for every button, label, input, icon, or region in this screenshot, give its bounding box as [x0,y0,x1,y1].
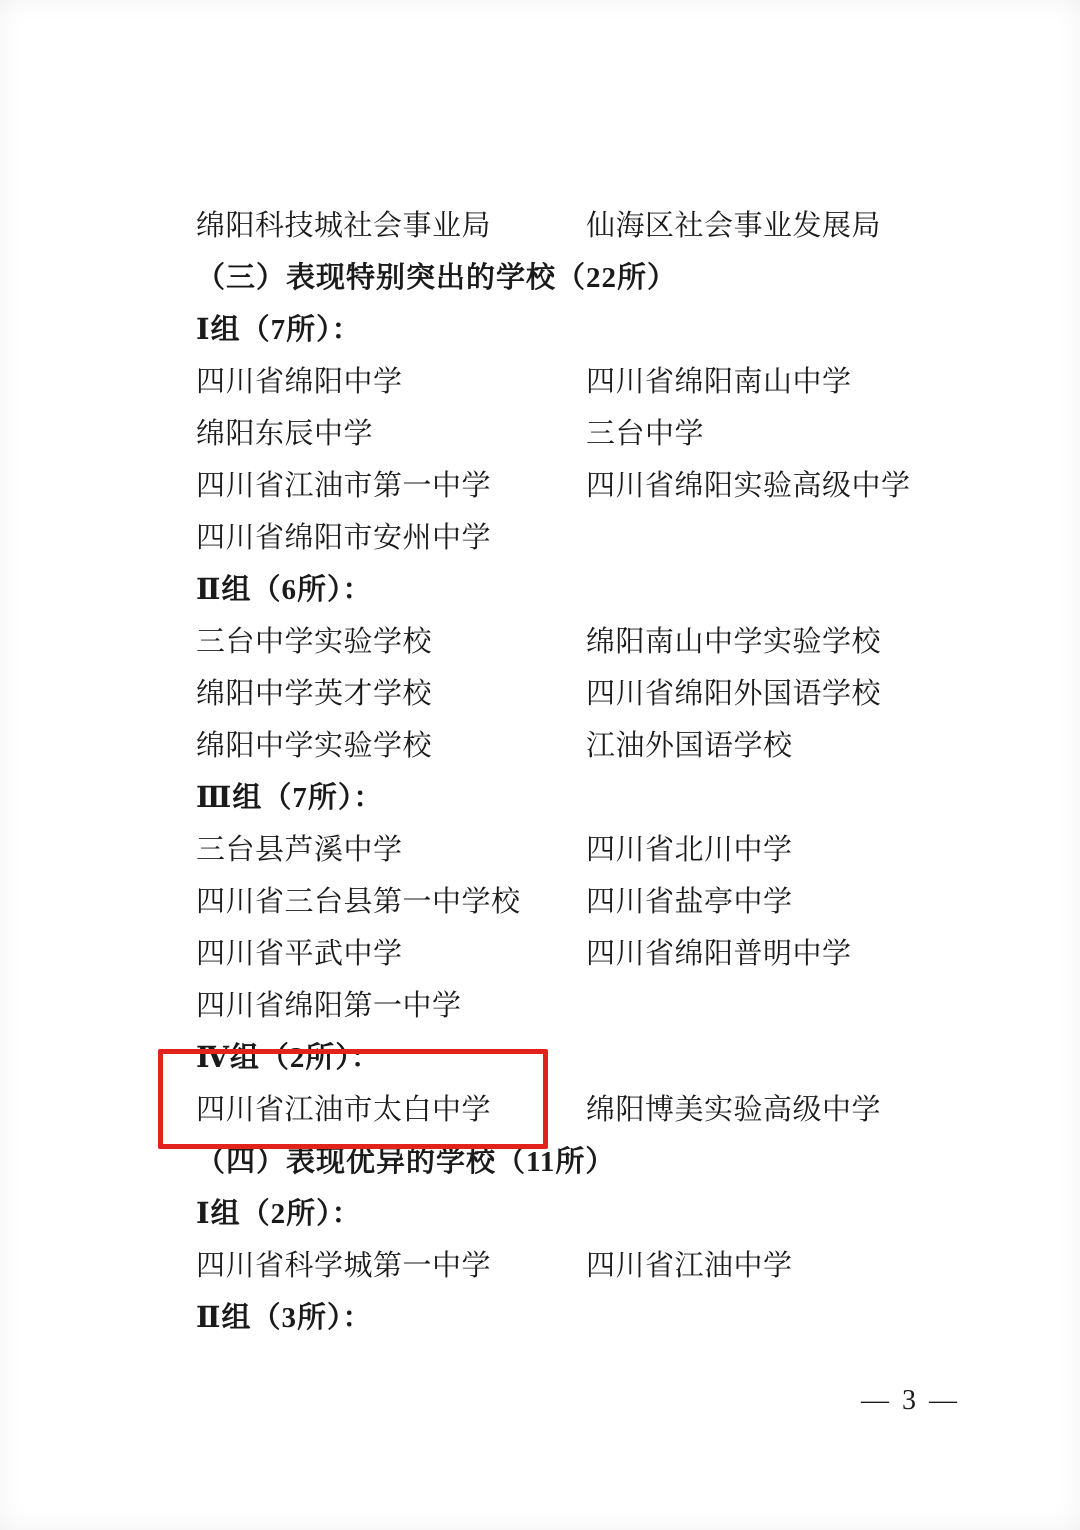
group-label [196,304,956,356]
text-line [196,200,956,252]
line-right: 四川省北川中学 [586,834,793,866]
document-body [196,200,956,1344]
text-line [196,824,956,876]
section-heading [196,1136,956,1188]
line-right: 四川省绵阳外国语学校 [586,678,882,710]
page-number: — 3 — [861,1385,960,1416]
group-label-text: Ⅱ组（6所）： [196,574,373,606]
line-right: 四川省绵阳实验高级中学 [586,470,911,502]
line-right: 仙海区社会事业发展局 [586,210,882,242]
group-label-text: Ⅰ组（7所）： [196,314,362,346]
group-label-text: Ⅰ组（2所）： [196,1198,362,1230]
group-label-highlighted [196,1032,956,1084]
text-line [196,512,956,564]
line-left: 绵阳科技城社会事业局 [196,210,492,242]
line-left: 三台中学实验学校 [196,626,433,658]
line-left: 四川省科学城第一中学 [196,1250,492,1282]
heading-text: （三）表现特别突出的学校（22所） [196,262,678,294]
line-left: 四川省绵阳第一中学 [196,990,462,1022]
line-right: 四川省绵阳普明中学 [586,938,852,970]
line-left: 绵阳东辰中学 [196,418,374,450]
text-line [196,408,956,460]
text-line [196,1240,956,1292]
group-label-text: Ⅳ组（2所）： [196,1042,381,1074]
line-right: 绵阳博美实验高级中学 [586,1094,882,1126]
line-right: 四川省绵阳南山中学 [586,366,852,398]
group-label-text: Ⅲ组（7所）： [196,782,384,814]
line-left: 四川省江油市太白中学 [196,1094,492,1126]
group-label-text: Ⅱ组（3所）： [196,1302,373,1334]
line-left: 三台县芦溪中学 [196,834,403,866]
group-label [196,1292,956,1344]
line-left: 四川省绵阳中学 [196,366,403,398]
section-heading [196,252,956,304]
line-left: 四川省江油市第一中学 [196,470,492,502]
line-left: 四川省三台县第一中学校 [196,886,521,918]
text-line [196,876,956,928]
text-line [196,980,956,1032]
text-line [196,356,956,408]
text-line [196,460,956,512]
text-line [196,928,956,980]
line-right: 四川省江油中学 [586,1250,793,1282]
line-left: 绵阳中学实验学校 [196,730,433,762]
text-line [196,720,956,772]
group-label [196,772,956,824]
line-left: 四川省绵阳市安州中学 [196,522,492,554]
text-line [196,668,956,720]
line-right: 四川省盐亭中学 [586,886,793,918]
text-line [196,616,956,668]
line-left: 四川省平武中学 [196,938,403,970]
group-label [196,564,956,616]
text-line-highlighted [196,1084,956,1136]
line-left: 绵阳中学英才学校 [196,678,433,710]
group-label [196,1188,956,1240]
line-right: 绵阳南山中学实验学校 [586,626,882,658]
heading-text: （四）表现优异的学校（11所） [196,1146,616,1178]
line-right: 三台中学 [586,418,705,450]
line-right: 江油外国语学校 [586,730,793,762]
